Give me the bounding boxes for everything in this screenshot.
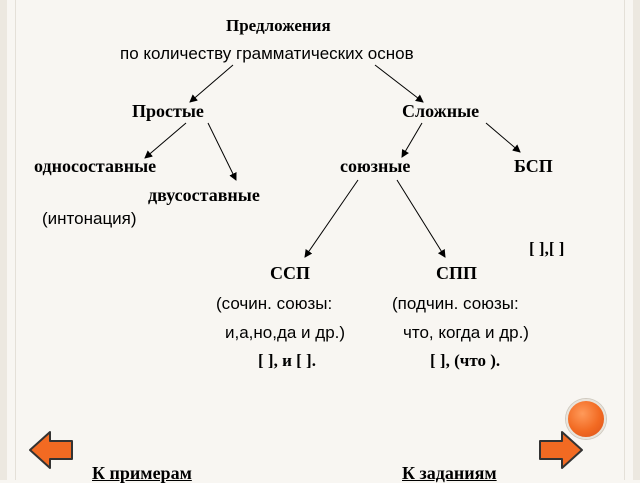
- bsp-label: БСП: [514, 156, 553, 176]
- arrow-to-complex: [375, 65, 423, 102]
- intonation-note: (интонация): [42, 209, 137, 228]
- bsp-scheme: [ ],[ ]: [529, 239, 565, 258]
- union-sentences: союзные: [340, 156, 411, 176]
- link-to-tasks[interactable]: К заданиям: [402, 463, 497, 483]
- spp-scheme: [ ], (что ).: [430, 351, 501, 370]
- ssp-note-line1: (сочин. союзы:: [216, 294, 333, 313]
- back-arrow-icon[interactable]: [28, 430, 74, 470]
- arrow-to-ssp: [305, 180, 358, 257]
- ssp-label: ССП: [270, 263, 310, 283]
- subtitle: по количеству грамматических основ: [120, 44, 414, 63]
- one-part-sentences: односоставные: [34, 156, 157, 176]
- spp-note-line1: (подчин. союзы:: [392, 294, 519, 313]
- simple-sentences: Простые: [132, 101, 204, 121]
- arrow-to-union: [402, 123, 422, 157]
- arrow-to-spp: [397, 180, 445, 257]
- ssp-scheme: [ ], и [ ].: [258, 351, 316, 370]
- ssp-note-line2: и,а,но,да и др.): [225, 323, 346, 342]
- page-title: Предложения: [226, 16, 331, 35]
- link-to-examples[interactable]: К примерам: [92, 463, 192, 483]
- forward-arrow-icon[interactable]: [538, 430, 584, 470]
- spp-note-line2: что, когда и др.): [403, 323, 529, 342]
- arrow-to-two-part: [208, 123, 236, 180]
- complex-sentences: Сложные: [402, 101, 480, 121]
- arrow-to-one-part: [145, 123, 186, 158]
- spp-label: СПП: [436, 263, 478, 283]
- two-part-sentences: двусоставные: [148, 185, 260, 205]
- arrow-to-simple: [190, 65, 233, 102]
- arrow-to-bsp: [486, 123, 520, 152]
